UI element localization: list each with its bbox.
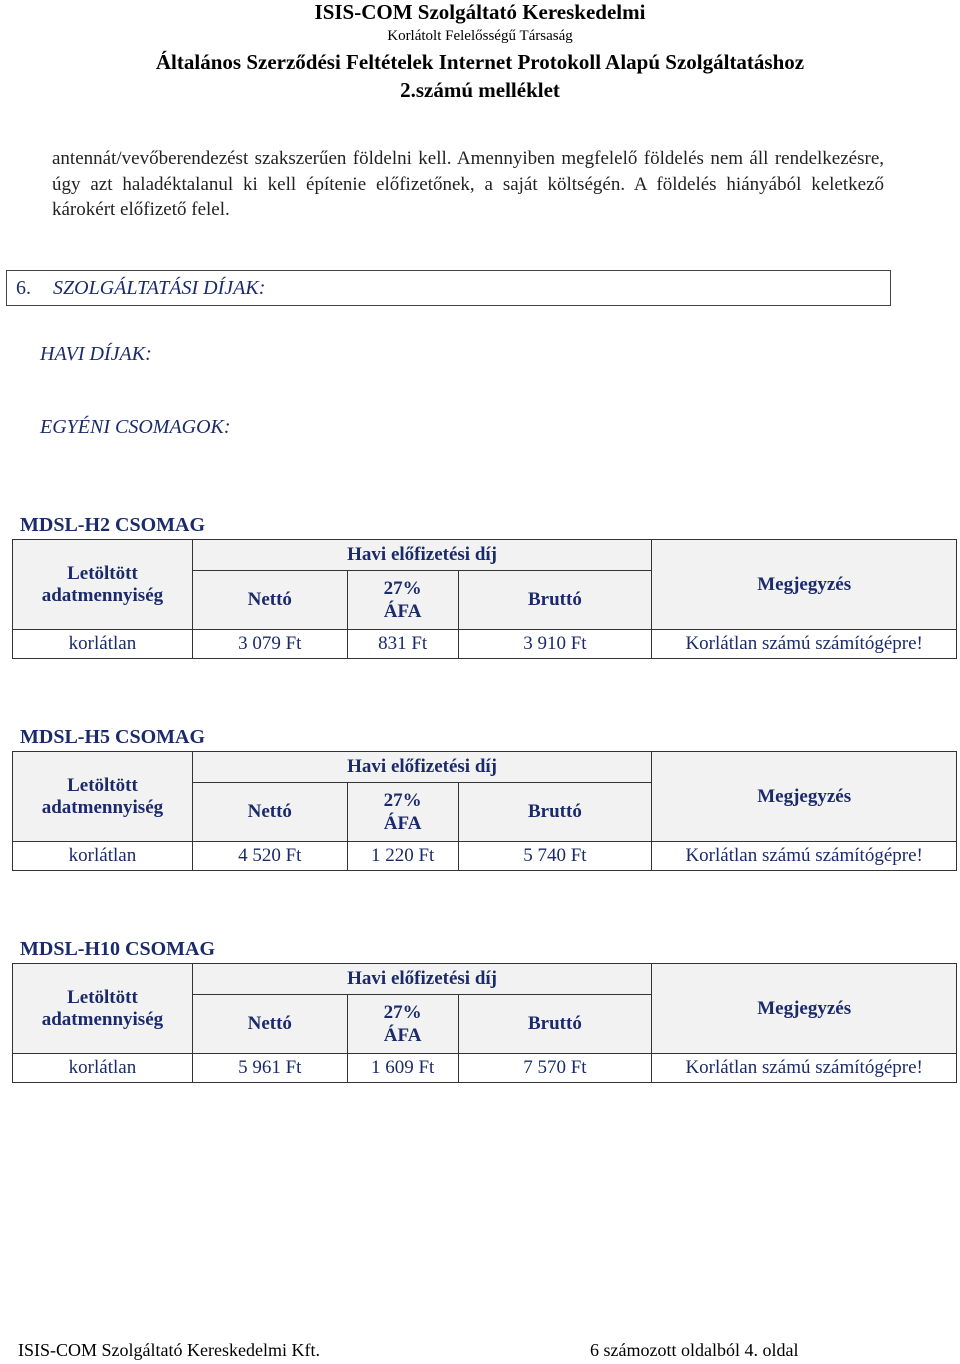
header-net: Nettó [192,783,347,842]
table-row [13,630,957,659]
company-name: ISIS-COM Szolgáltató Kereskedelmi [314,0,646,24]
vat-label: ÁFA [383,601,422,622]
header-monthly-fee: Havi előfizetési díj [192,540,651,571]
price-table [12,751,957,871]
table-row [13,1054,957,1083]
header-net: Nettó [192,571,347,630]
individual-packages-heading: EGYÉNI CSOMAGOK: [40,416,231,438]
header-vat [347,783,458,842]
package-title: MDSL-H10 CSOMAG [20,938,215,960]
vat-label: ÁFA [383,1025,422,1046]
page-header [0,2,960,101]
section-title: SZOLGÁLTATÁSI DÍJAK: [53,277,266,299]
header-note: Megjegyzés [652,540,957,630]
vat-rate: 27% [383,790,422,811]
header-note: Megjegyzés [652,964,957,1054]
package-title: MDSL-H5 CSOMAG [20,726,205,748]
header-gross: Bruttó [458,995,652,1054]
header-monthly-fee: Havi előfizetési díj [192,752,651,783]
vat-rate: 27% [383,1002,422,1023]
monthly-fees-heading: HAVI DÍJAK: [40,343,152,365]
cell-net: 3 079 Ft [192,630,347,659]
cell-vat: 831 Ft [347,630,458,659]
cell-gross: 5 740 Ft [458,842,652,871]
cell-net: 5 961 Ft [192,1054,347,1083]
header-data-volume: Letöltött adatmennyiség [13,540,193,630]
section-number: 6. [16,277,31,299]
header-monthly-fee: Havi előfizetési díj [192,964,651,995]
section-heading [6,270,891,306]
annex-label: 2.számú melléklet [400,78,560,102]
cell-note: Korlátlan számú számítógépre! [652,630,957,659]
cell-net: 4 520 Ft [192,842,347,871]
document-title: Általános Szerződési Feltételek Internet Protokoll Alapú Szolgáltatáshoz [155,50,805,74]
company-form: Korlátolt Felelősségű Társaság [387,28,573,44]
header-note: Megjegyzés [652,752,957,842]
footer-company: ISIS-COM Szolgáltató Kereskedelmi Kft. [18,1340,320,1360]
cell-vat: 1 220 Ft [347,842,458,871]
vat-rate: 27% [383,578,422,599]
cell-gross: 3 910 Ft [458,630,652,659]
table-row [13,842,957,871]
cell-data-volume: korlátlan [13,1054,193,1083]
header-net: Nettó [192,995,347,1054]
package-title: MDSL-H2 CSOMAG [20,514,205,536]
header-gross: Bruttó [458,783,652,842]
price-table [12,539,957,659]
cell-note: Korlátlan számú számítógépre! [652,1054,957,1083]
cell-gross: 7 570 Ft [458,1054,652,1083]
header-vat [347,995,458,1054]
header-vat [347,571,458,630]
intro-paragraph: antennát/vevőberendezést szakszerűen földelni kell. Amennyiben megfelelő földelés nem áll rendelkezésre, úgy azt haladéktalanul ki kell építenie előfizetőnek, a saját költségén. A földelés hiányából keletkező károkért előfizető felel. [52,148,884,220]
vat-label: ÁFA [383,813,422,834]
cell-vat: 1 609 Ft [347,1054,458,1083]
cell-note: Korlátlan számú számítógépre! [652,842,957,871]
cell-data-volume: korlátlan [13,630,193,659]
header-data-volume: Letöltött adatmennyiség [13,964,193,1054]
footer-page-info: 6 számozott oldalból 4. oldal [590,1340,799,1360]
header-gross: Bruttó [458,571,652,630]
cell-data-volume: korlátlan [13,842,193,871]
header-data-volume: Letöltött adatmennyiség [13,752,193,842]
price-table [12,963,957,1083]
